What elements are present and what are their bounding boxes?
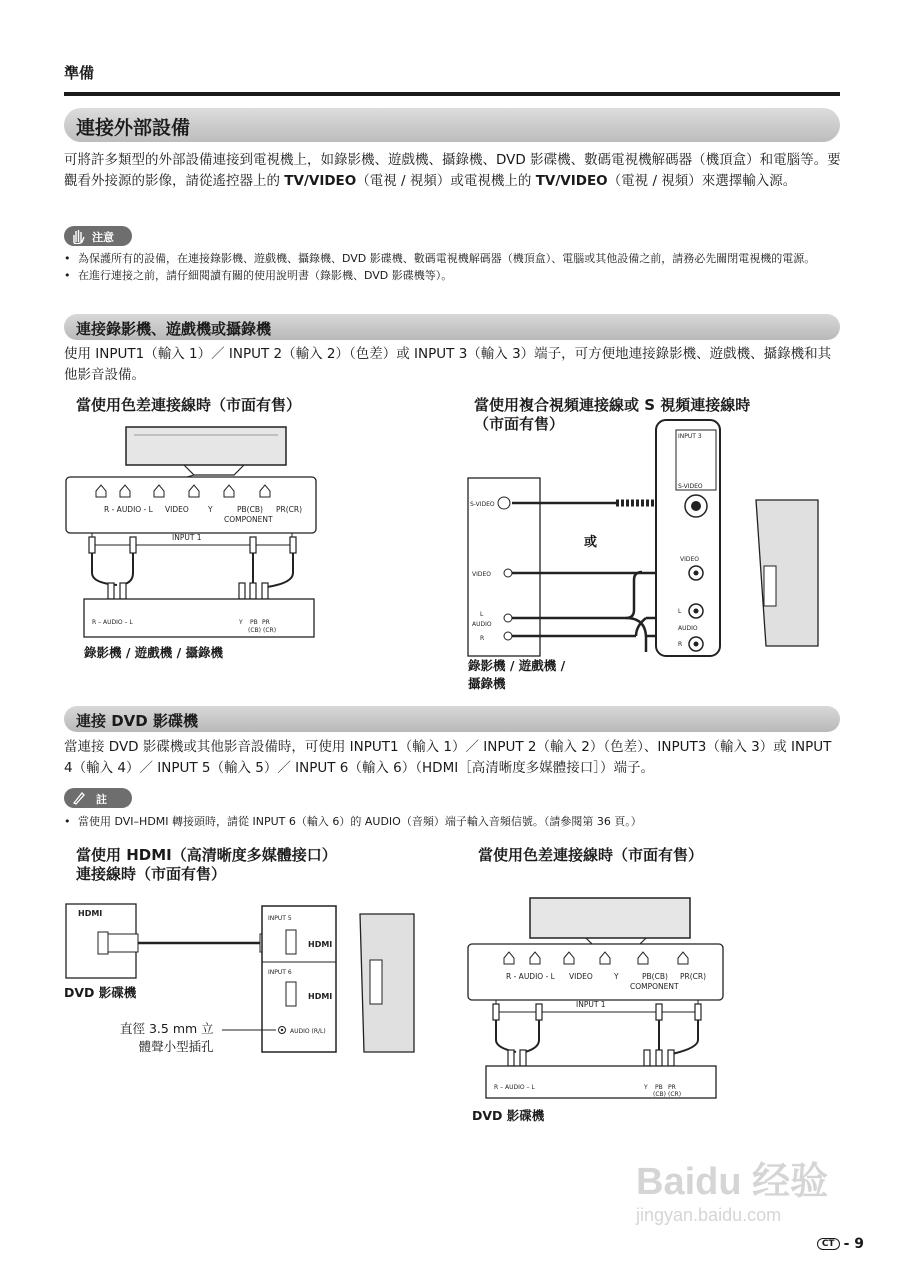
sec2-left-title xyxy=(76,846,337,884)
dev2-lbl-audio: AUDIO xyxy=(472,621,492,628)
dev-lbl-pb: PB xyxy=(250,619,258,626)
header-rule xyxy=(64,92,840,96)
ct-badge: CT xyxy=(817,1238,840,1250)
lbl-component: COMPONENT xyxy=(224,515,273,524)
jack-note xyxy=(120,1020,214,1056)
dev2-lbl-r: R xyxy=(480,635,485,642)
section2-text: 當連接 DVD 影碟機或其他影音設備時，可使用 INPUT1（輸入 1）／ INPUT 2（輸入 2）（色差）、INPUT3（輸入 3）或 INPUT 4（輸入 4）／ INPUT 5（輸入 5）／ INPUT 6（輸入 6）（HDMI［高清晰度多媒體接口］）端子。 xyxy=(64,739,832,776)
lbl-hdmi-5: HDMI xyxy=(308,940,333,949)
component-diagram-1 xyxy=(64,425,334,640)
section1-title: 連接錄影機、遊戲機或攝錄機 xyxy=(76,320,272,338)
lbl2-video: VIDEO xyxy=(569,972,593,981)
main-title-bar xyxy=(64,108,840,142)
or-label: 或 xyxy=(584,535,598,550)
dev3-lbl-audio: R – AUDIO – L xyxy=(494,1084,535,1091)
section2-bar xyxy=(64,706,840,732)
lbl-input1: INPUT 1 xyxy=(172,533,202,542)
dev3-lbl-pb: PB xyxy=(655,1084,663,1091)
sec1-left-title: 當使用色差連接線時（市面有售） xyxy=(76,396,302,414)
dev3-lbl-cb: (CB) xyxy=(653,1091,666,1098)
lbl-pr: PR(CR) xyxy=(276,505,303,514)
intro-text-2: （電視 / 視頻）或電視機上的 xyxy=(356,173,536,189)
dev2-lbl-l: L xyxy=(480,611,484,618)
sec1-left-caption: 錄影機 / 遊戲機 / 攝錄機 xyxy=(84,645,224,660)
lbl2-r-audio-l: R - AUDIO - L xyxy=(506,972,555,981)
lbl-y: Y xyxy=(208,505,213,514)
tv-illustration-2 xyxy=(530,898,690,938)
tv-illustration xyxy=(126,427,286,465)
lbl-video-3: VIDEO xyxy=(680,556,700,563)
lbl-input3: INPUT 3 xyxy=(678,433,702,440)
jack-note-line1: 直徑 3.5 mm 立 xyxy=(120,1021,214,1036)
lbl-audio: AUDIO xyxy=(678,625,698,632)
lbl2-pr: PR(CR) xyxy=(680,972,707,981)
dev2-lbl-svideo: S-VIDEO xyxy=(470,501,495,508)
pencil-icon xyxy=(72,791,86,805)
dvd-box-component xyxy=(486,1066,716,1098)
watermark-brand: Baidu 经验 xyxy=(636,1161,829,1203)
section2-title: 連接 DVD 影碟機 xyxy=(76,712,198,730)
sec1-right-title-line2: （市面有售） xyxy=(474,415,565,433)
device-box xyxy=(84,599,314,637)
hdmi-diagram xyxy=(64,900,424,1060)
tv-side-hdmi xyxy=(360,914,414,1052)
caution-list xyxy=(64,250,854,284)
dev-lbl-pr: PR xyxy=(262,619,270,626)
sec2-right-title: 當使用色差連接線時（市面有售） xyxy=(478,846,704,864)
intro-text-3: （電視 / 視頻）來選擇輸入源。 xyxy=(607,173,797,189)
dev-lbl-audio: R – AUDIO – L xyxy=(92,619,133,626)
lbl-hdmi-6: HDMI xyxy=(308,992,333,1001)
page-number xyxy=(817,1236,864,1252)
lbl-input6: INPUT 6 xyxy=(268,969,292,976)
sec1-right-caption xyxy=(468,657,565,693)
dev-lbl-cb: (CB) xyxy=(248,627,261,634)
sec2-left-caption: DVD 影碟機 xyxy=(64,985,137,1000)
main-title: 連接外部設備 xyxy=(76,117,191,139)
sec2-left-title-line2: 連接線時（市面有售） xyxy=(76,865,227,883)
note-label: 註 xyxy=(96,793,107,806)
sec2-left-title-line1: 當使用 HDMI（高清晰度多媒體接口） xyxy=(76,846,337,864)
component-diagram-2 xyxy=(466,896,736,1101)
lbl-r: R xyxy=(678,641,683,648)
composite-diagram xyxy=(466,418,822,658)
intro-keyword-2: TV/VIDEO xyxy=(535,173,608,189)
intro-text-1: 可將許多類型的外部設備連接到電視機上，如錄影機、遊戲機、攝錄機、DVD 影碟機、數碼電視機解碼器（機頂盒）和電腦等。要觀看外接源的影像，請從遙控器上的 xyxy=(64,152,841,189)
dev-lbl-cr: (CR) xyxy=(263,627,277,634)
caution-item: • 為保護所有的設備，在連接錄影機、遊戲機、攝錄機、DVD 影碟機、數碼電視機解碼器（機頂盒）、電腦或其他設備之前，請務必先關閉電視機的電源。 xyxy=(64,250,854,267)
intro-paragraph xyxy=(64,150,844,192)
watermark-url: jingyan.baidu.com xyxy=(636,1205,782,1225)
sec1-right-title-line1: 當使用複合視頻連接線或 S 視頻連接線時 xyxy=(474,396,751,414)
lbl-l: L xyxy=(678,608,682,615)
caution-label: 注意 xyxy=(92,231,114,244)
caution-tag xyxy=(64,226,132,246)
lbl-svideo: S-VIDEO xyxy=(678,483,703,490)
lbl-r-audio-l: R - AUDIO - L xyxy=(104,505,153,514)
note-tag xyxy=(64,788,132,808)
page-number-value: - 9 xyxy=(843,1236,864,1252)
note-item: • 當使用 DVI–HDMI 轉接頭時，請從 INPUT 6（輸入 6）的 AUDIO（音頻）端子輸入音頻信號。（請參閱第 36 頁。） xyxy=(64,813,854,830)
lbl-input5: INPUT 5 xyxy=(268,915,292,922)
dev2-lbl-video: VIDEO xyxy=(472,571,492,578)
sec1-right-caption-line2: 攝錄機 xyxy=(468,676,506,691)
sec2-right-caption: DVD 影碟機 xyxy=(472,1108,545,1123)
lbl2-y: Y xyxy=(614,972,619,981)
jack-note-line2: 體聲小型插孔 xyxy=(138,1039,214,1054)
dev3-lbl-y: Y xyxy=(644,1084,648,1091)
watermark xyxy=(636,1150,846,1245)
hand-icon xyxy=(70,228,86,244)
dev3-lbl-pr: PR xyxy=(668,1084,676,1091)
caution-item: • 在進行連接之前，請仔細閱讀有關的使用說明書（錄影機、DVD 影碟機等）。 xyxy=(64,267,854,284)
section-label: 準備 xyxy=(64,64,95,82)
lbl-video: VIDEO xyxy=(165,505,189,514)
dev3-lbl-cr: (CR) xyxy=(668,1091,682,1098)
dev-lbl-y: Y xyxy=(239,619,243,626)
lbl2-pb: PB(CB) xyxy=(642,972,668,981)
section1-bar xyxy=(64,314,840,340)
lbl-pb: PB(CB) xyxy=(237,505,263,514)
note-list xyxy=(64,813,854,830)
sec1-right-caption-line1: 錄影機 / 遊戲機 / xyxy=(468,658,566,673)
section1-text: 使用 INPUT1（輸入 1）／ INPUT 2（輸入 2）（色差）或 INPUT 3（輸入 3）端子，可方便地連接錄影機、遊戲機、攝錄機和其他影音設備。 xyxy=(64,346,832,383)
intro-keyword-1: TV/VIDEO xyxy=(284,173,357,189)
lbl-audio-rl: AUDIO (R/L) xyxy=(290,1028,326,1035)
lbl2-input1: INPUT 1 xyxy=(576,1000,606,1009)
lbl2-component: COMPONENT xyxy=(630,982,679,991)
dvd-lbl-hdmi: HDMI xyxy=(78,909,103,918)
